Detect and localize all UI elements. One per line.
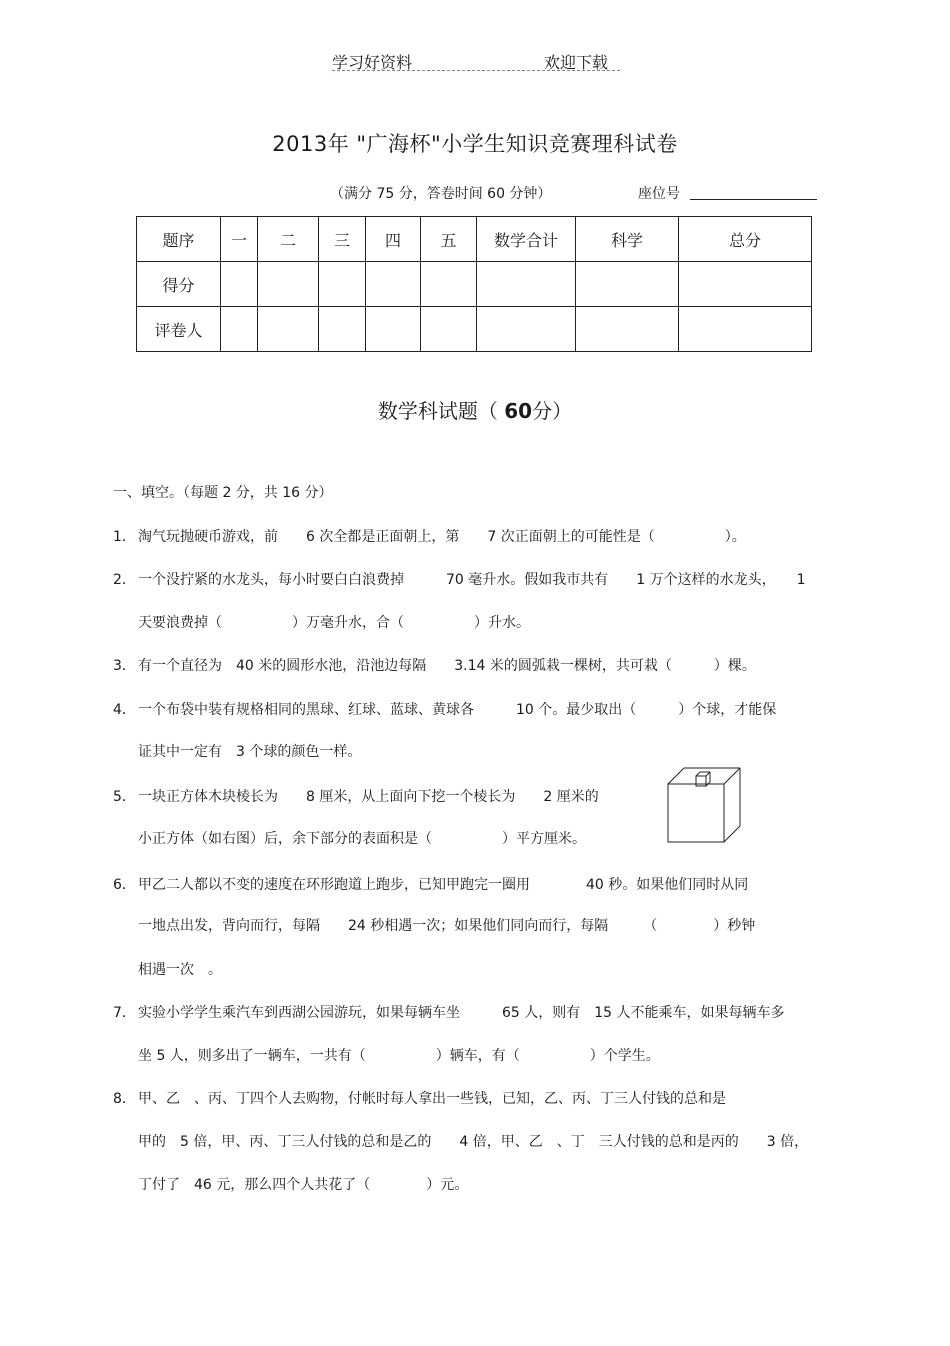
question-line: 实验小学学生乘汽车到西湖公园游玩，如果每辆车坐 65 人，则有 15 人不能乘车，如果每辆车多 <box>138 1005 785 1021</box>
question-line: 证其中一定有 3 个球的颜色一样。 <box>138 744 362 760</box>
question-line: 一地点出发，背向而行，每隔 24 秒相遇一次；如果他们同向而行，每隔 （ ）秒钟 <box>138 918 756 934</box>
header-left-text: 学习好资料 <box>332 53 413 72</box>
question-number: 3． <box>113 658 136 674</box>
score-cell[interactable] <box>258 262 319 307</box>
question-line: 甲、乙 、丙、丁四个人去购物，付帐时每人拿出一些钱，已知，乙、丙、丁三人付钱的总和是 <box>138 1091 726 1107</box>
header-cell: 二 <box>258 217 319 262</box>
question-line: 小正方体（如右图）后，余下部分的表面积是（ ）平方厘米。 <box>138 831 586 847</box>
grader-cell[interactable] <box>258 307 319 352</box>
score-table <box>136 216 812 352</box>
question-line: 有一个直径为 40 米的圆形水池，沿池边每隔 3.14 米的圆弧栽一棵树，共可栽（ ）棵。 <box>138 658 756 674</box>
score-cell[interactable] <box>366 262 421 307</box>
header-cell: 一 <box>221 217 258 262</box>
header-right-text: 欢迎下载 <box>544 53 609 72</box>
row-label: 得分 <box>137 262 221 307</box>
question-number: 4． <box>113 702 136 718</box>
cube-figure <box>664 766 744 846</box>
question-number: 5． <box>113 789 136 805</box>
question-line: 甲乙二人都以不变的速度在环形跑道上跑步，已知甲跑完一圈用 40 秒。如果他们同时从同 <box>138 877 749 893</box>
score-cell[interactable] <box>477 262 576 307</box>
header-cell: 题序 <box>137 217 221 262</box>
question-line: 甲的 5 倍，甲、丙、丁三人付钱的总和是乙的 4 倍，甲、乙 、丁 三人付钱的总和是丙的 3 倍， <box>138 1134 809 1150</box>
grader-cell[interactable] <box>477 307 576 352</box>
section-title-suffix: 分） <box>532 399 573 423</box>
grader-cell[interactable] <box>319 307 366 352</box>
section-title <box>0 395 950 424</box>
header-cell: 总分 <box>679 217 812 262</box>
score-cell[interactable] <box>221 262 258 307</box>
question-number: 8． <box>113 1091 136 1107</box>
question-line: 相遇一次 。 <box>138 962 222 978</box>
question-line: 天要浪费掉（ ）万毫升水，合（ ）升水。 <box>138 615 530 631</box>
seat-number-label: 座位号 <box>638 186 680 202</box>
score-cell[interactable] <box>576 262 679 307</box>
question-line: 淘气玩抛硬币游戏，前 6 次全都是正面朝上，第 7 次正面朝上的可能性是（ ）。 <box>138 529 746 545</box>
header-cell: 四 <box>366 217 421 262</box>
row-label: 评卷人 <box>137 307 221 352</box>
question-line: 一个布袋中装有规格相同的黑球、红球、蓝球、黄球各 10 个。最少取出（ ）个球，才能保 <box>138 702 777 718</box>
section-points: 60 <box>504 399 533 423</box>
exam-info: （满分 75 分，答卷时间 60 分钟） <box>330 186 552 202</box>
header-dashed-rule <box>332 70 620 71</box>
question-line: 一个没拧紧的水龙头，每小时要白白浪费掉 70 毫升水。假如我市共有 1 万个这样的水龙头， 1 <box>138 572 806 588</box>
seat-number-blank[interactable] <box>690 199 817 200</box>
question-line: 坐 5 人，则多出了一辆车，一共有（ ）辆车，有（ ）个学生。 <box>138 1048 660 1064</box>
score-cell[interactable] <box>421 262 477 307</box>
question-number: 7． <box>113 1005 136 1021</box>
question-number: 6． <box>113 877 136 893</box>
header-cell: 三 <box>319 217 366 262</box>
part-heading: 一、填空。（每题 2 分，共 16 分） <box>113 485 333 501</box>
grader-cell[interactable] <box>679 307 812 352</box>
score-table-header-row <box>137 217 812 262</box>
grader-cell[interactable] <box>221 307 258 352</box>
grader-cell[interactable] <box>366 307 421 352</box>
grader-cell[interactable] <box>421 307 477 352</box>
header-cell: 五 <box>421 217 477 262</box>
grader-cell[interactable] <box>576 307 679 352</box>
score-cell[interactable] <box>679 262 812 307</box>
header-cell: 数学合计 <box>477 217 576 262</box>
score-row <box>137 262 812 307</box>
exam-title: 2013年 "广海杯"小学生知识竞赛理科试卷 <box>272 132 678 156</box>
section-title-prefix: 数学科试题（ <box>377 399 505 423</box>
question-number: 1． <box>113 529 136 545</box>
question-line: 一块正方体木块棱长为 8 厘米，从上面向下挖一个棱长为 2 厘米的 <box>138 789 599 805</box>
score-cell[interactable] <box>319 262 366 307</box>
question-line: 丁付了 46 元，那么四个人共花了（ ）元。 <box>138 1177 469 1193</box>
header-cell: 科学 <box>576 217 679 262</box>
grader-row <box>137 307 812 352</box>
question-number: 2． <box>113 572 136 588</box>
